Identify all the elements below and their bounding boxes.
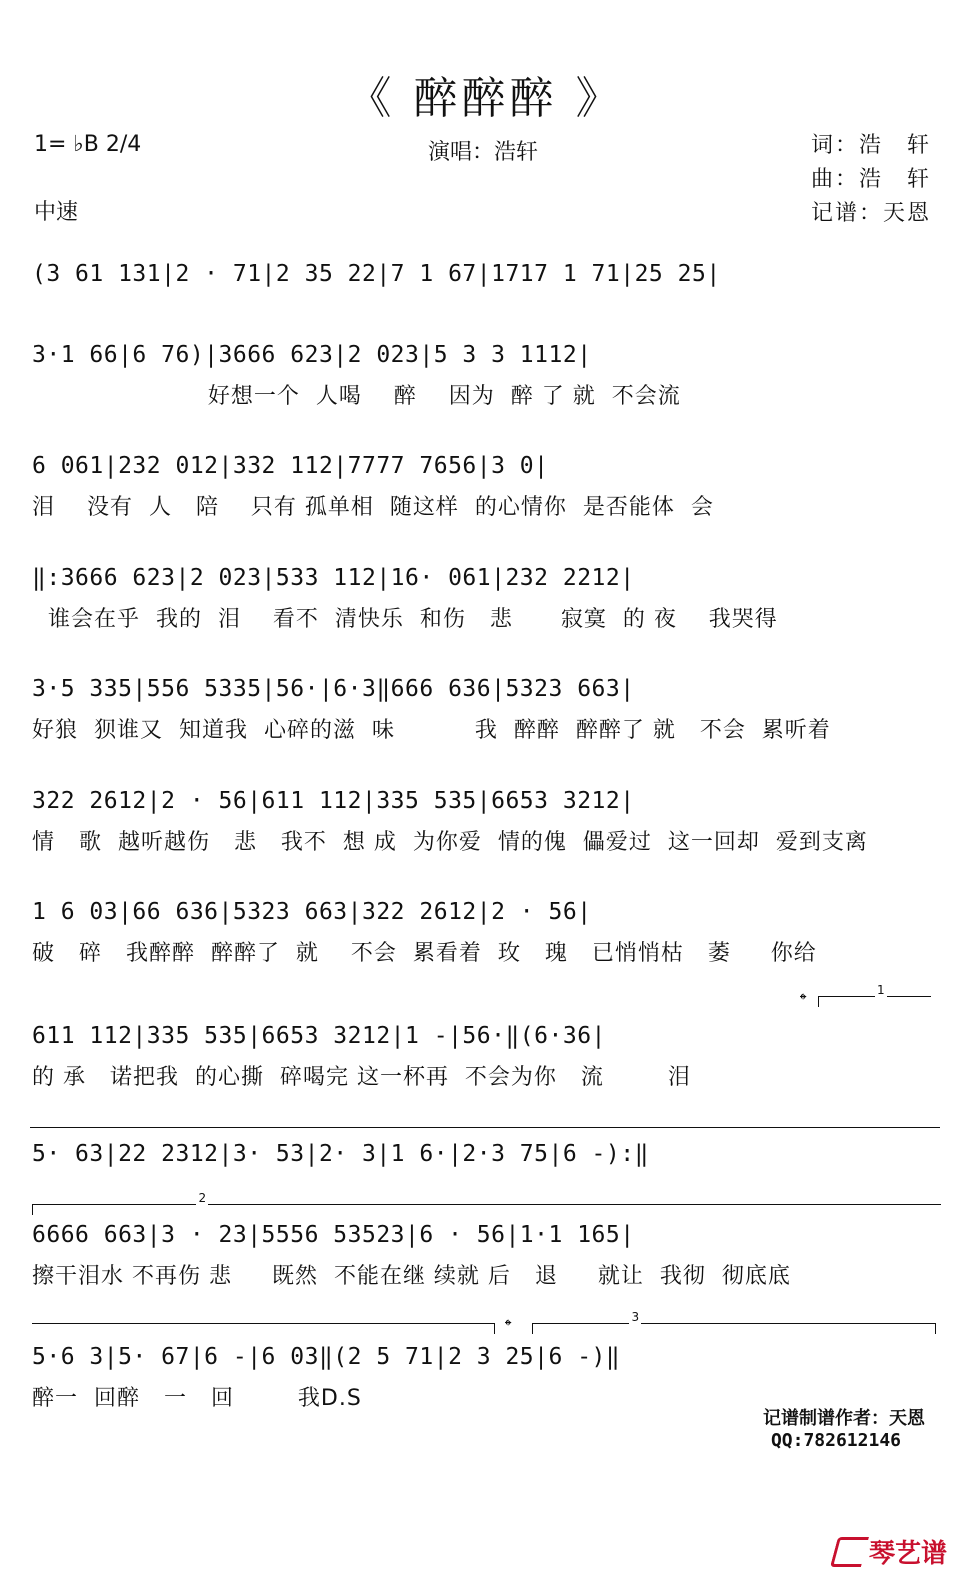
- volta-bracket-3: [532, 1310, 936, 1334]
- notation-line: 1 6 03|66 636|5323 663|322 2612|2 · 56|: [32, 899, 592, 925]
- composer-credit: 曲：浩 轩: [810, 167, 931, 192]
- lyrics-line: 的 承 诺把我 的心撕 碎喝完 这一杯再 不会为你 流 泪: [32, 1065, 691, 1090]
- notation-line: 6 061|232 012|332 112|7777 7656|3 0|: [32, 453, 549, 479]
- lyrics-line: 谁会在乎 我的 泪 看不 清快乐 和伤 悲 寂寞 的 夜 我哭得: [32, 607, 778, 632]
- volta-bracket-1: [818, 983, 931, 1007]
- lyrics-line: 破 碎 我醉醉 醉醉了 就 不会 累看着 玫 瑰 已悄悄枯 萎 你给: [32, 941, 817, 966]
- notation-line: ‖:3666 623|2 023|533 112|16· 061|232 2212|: [32, 565, 635, 591]
- volta-label: 2: [198, 1191, 207, 1205]
- notation-line: 3·1 66|6 76)|3666 623|2 023|5 3 3 1112|: [32, 342, 592, 368]
- song-title: 《 醉醉醉 》: [347, 73, 624, 124]
- lyricist-credit: 词：浩 轩: [810, 133, 931, 158]
- lyrics-line: 情 歌 越听越伤 悲 我不 想 成 为你爱 情的傀 儡爱过 这一回却 爱到支离: [32, 830, 868, 855]
- volta-label: 1: [877, 983, 885, 997]
- section-rule: [30, 1127, 940, 1128]
- volta-bracket-closing: [32, 1323, 495, 1334]
- notation-line: 6666 663|3 · 23|5556 53523|6 · 56|1·1 165|: [32, 1222, 635, 1248]
- lyrics-line: 擦干泪水 不再伤 悲 既然 不能在继 续就 后 退 就让 我彻 彻底底: [32, 1264, 791, 1289]
- site-watermark: [834, 1533, 947, 1570]
- lyrics-line: 好想一个 人喝 醉 因为 醉 了 就 不会流: [32, 384, 681, 409]
- contact-qq: QQ:782612146: [770, 1430, 901, 1451]
- logo-icon: [830, 1537, 869, 1567]
- coda-mark: 𝄌: [505, 1316, 512, 1337]
- tempo-marking: 中速: [34, 200, 79, 225]
- volta-bracket-2: [32, 1191, 941, 1215]
- notation-line: 611 112|335 535|6653 3212|1 -|56·‖(6·36|: [32, 1023, 606, 1049]
- lyrics-line: 好狼 狈谁又 知道我 心碎的滋 味 我 醉醉 醉醉了 就 不会 累听着: [32, 718, 831, 743]
- key-signature: 1= ♭B 2/4: [34, 132, 142, 157]
- notation-line: (3 61 131|2 · 71|2 35 22|7 1 67|1717 1 71|25 25|: [32, 261, 721, 287]
- notation-line: 5·6 3|5· 67|6 -|6 03‖(2 5 71|2 3 25|6 -)‖: [32, 1344, 621, 1370]
- coda-mark: 𝄌: [800, 990, 807, 1011]
- notation-line: 5· 63|22 2312|3· 53|2· 3|1 6·|2·3 75|6 -):‖: [32, 1141, 649, 1167]
- watermark-text: 琴艺谱: [868, 1539, 947, 1569]
- notation-line: 3·5 335|556 5335|56·|6·3‖666 636|5323 663|: [32, 676, 635, 702]
- singer-credit: 演唱：浩轩: [428, 140, 539, 165]
- lyrics-line: [32, 301, 942, 331]
- arranger-credit: 记谱制谱作者：天恩: [763, 1408, 925, 1429]
- notation-line: 322 2612|2 · 56|611 112|335 535|6653 3212|: [32, 788, 635, 814]
- lyrics-line: 醉一 回醉 一 回 我D.S: [32, 1386, 362, 1411]
- lyrics-line: 泪 没有 人 陪 只有 孤单相 随这样 的心情你 是否能体 会: [32, 495, 714, 520]
- transcriber-credit: 记谱：天恩: [810, 201, 931, 226]
- volta-label: 3: [631, 1310, 640, 1324]
